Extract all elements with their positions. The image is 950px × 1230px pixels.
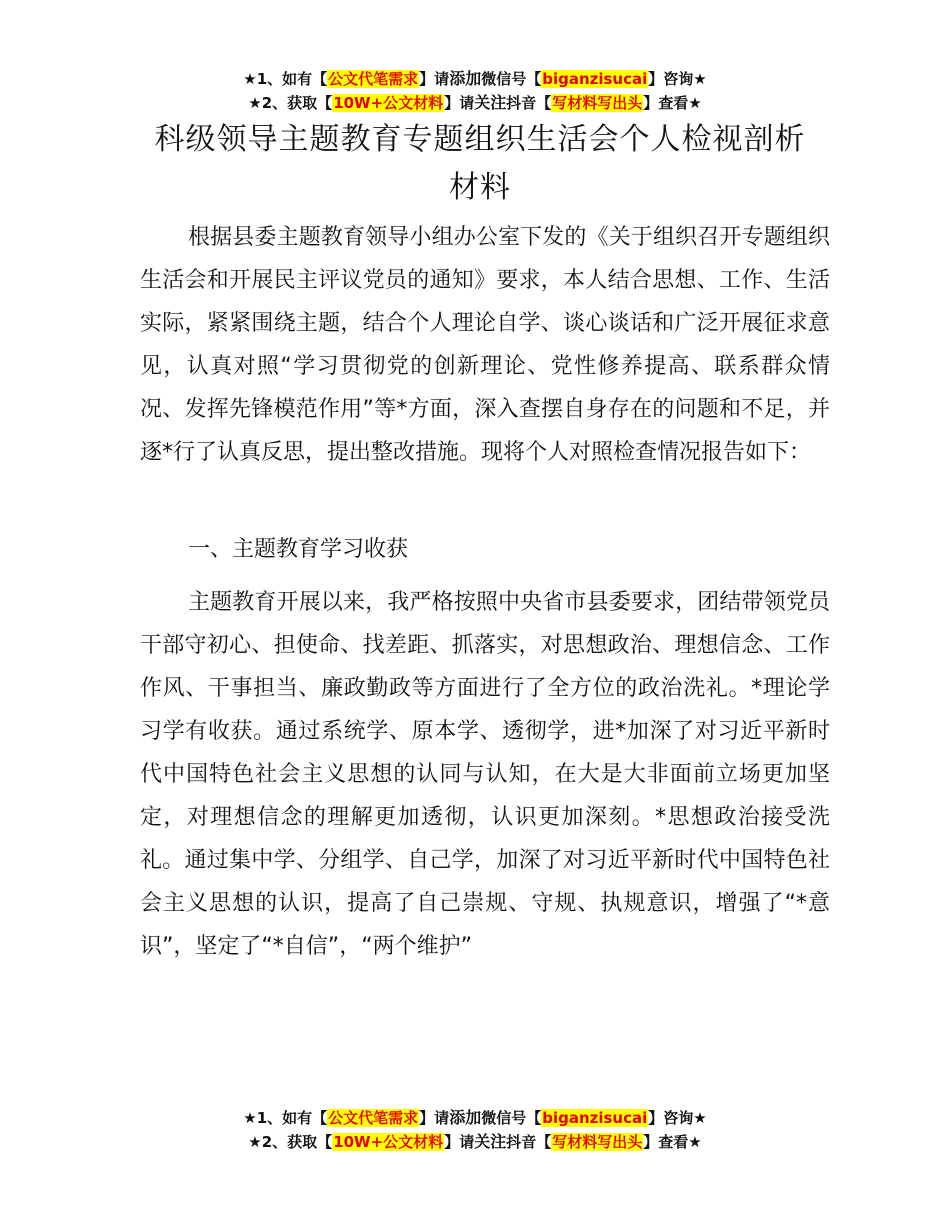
- promo-text: ★1、如有【: [243, 1109, 328, 1127]
- promo-text: 微信号【: [481, 70, 542, 88]
- document-title: 科级领导主题教育专题组织生活会个人检视剖析材料: [154, 122, 806, 205]
- promo-text: ★2、获取【: [248, 1133, 333, 1151]
- promo-text: 微信号【: [481, 1109, 542, 1127]
- highlight-wechat-id: biganzisucai: [542, 70, 648, 88]
- promo-text: ★2、获取【: [248, 94, 333, 112]
- promo-text: 抖音【: [506, 1133, 552, 1151]
- promo-emphasis: 添加: [449, 1108, 482, 1127]
- promo-text: 】咨询★: [648, 70, 707, 88]
- promo-text: ★1、如有【: [243, 70, 328, 88]
- promo-text: 】请: [444, 94, 475, 112]
- promo-text: 】查看★: [643, 94, 702, 112]
- promo-banner-bottom: [0, 1106, 950, 1154]
- promo-banner-top: [0, 67, 950, 115]
- promo-text: 】请: [419, 1109, 450, 1127]
- promo-text: 抖音【: [506, 94, 552, 112]
- highlight-materials: 10W+公文材料: [333, 94, 444, 112]
- body-paragraph-gains: 主题教育开展以来，我严格按照中央省市县委要求，团结带领党员干部守初心、担使命、找差距、抓落实，对思想政治、理想信念、工作作风、干事担当、廉政勤政等方面进行了全方位的政治洗礼。*理论学习学有收获。通过系统学、原本学、透彻学，进*加深了对习近平新时代中国特色社会主义思想的认同与认知，在大是大非面前立场更加坚定，对理想信念的理解更加透彻，认识更加深刻。*思想政治接受洗礼。通过集中学、分组学、自己学，加深了对习近平新时代中国特色社会主义思想的认识，提高了自己崇规、守规、执规意识，增强了“*意识”，坚定了“*自信”，“两个维护”: [140, 590, 830, 959]
- body-paragraph-intro: 根据县委主题教育领导小组办公室下发的《关于组织召开专题组织生活会和开展民主评议党员的通知》要求，本人结合思想、工作、生活实际，紧紧围绕主题，结合个人理论自学、谈心谈话和广泛开展征求意见，认真对照“学习贯彻党的创新理论、党性修养提高、联系群众情况、发挥先锋模范作用”等*方面，深入查摆自身存在的问题和不足，并逐*行了认真反思，提出整改措施。现将个人对照检查情况报告如下：: [140, 225, 830, 465]
- promo-text: 】查看★: [643, 1133, 702, 1151]
- highlight-service: 公文代笔需求: [328, 70, 419, 88]
- promo-line-1: [0, 67, 950, 91]
- promo-text: 】请: [419, 70, 450, 88]
- promo-emphasis: 关注: [474, 1132, 507, 1151]
- promo-emphasis: 添加: [449, 69, 482, 88]
- promo-line-2: [0, 1130, 950, 1154]
- highlight-service: 公文代笔需求: [328, 1109, 419, 1127]
- promo-emphasis: 关注: [474, 93, 507, 112]
- promo-line-2: [0, 91, 950, 115]
- highlight-wechat-id: biganzisucai: [542, 1109, 648, 1127]
- highlight-materials: 10W+公文材料: [333, 1133, 444, 1151]
- section-heading: 一、主题教育学习收获: [188, 537, 409, 562]
- promo-text: 】咨询★: [648, 1109, 707, 1127]
- promo-line-1: [0, 1106, 950, 1130]
- highlight-douyin-account: 写材料写出头: [552, 1133, 643, 1151]
- highlight-douyin-account: 写材料写出头: [552, 94, 643, 112]
- promo-text: 】请: [444, 1133, 475, 1151]
